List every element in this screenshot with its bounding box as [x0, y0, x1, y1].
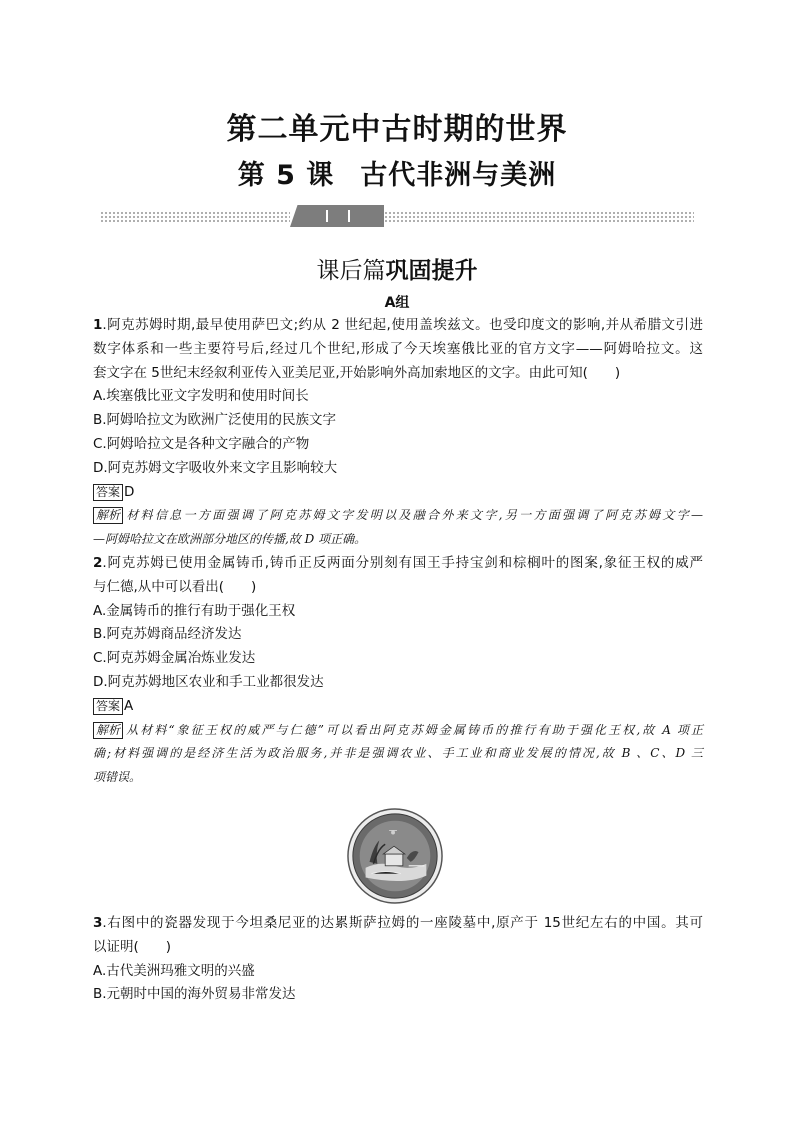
q1-stem-line-2: 数字体系和一些主要符号后,经过几个世纪,形成了今天埃塞俄比亚的官方文字——阿姆哈拉文。这 [93, 340, 703, 357]
q1-answer-value: D [124, 483, 135, 500]
q2-answer-value: A [124, 697, 134, 714]
q2-analysis-line-3: 项错误。 [93, 770, 142, 785]
q1-answer [93, 481, 703, 505]
q2-stem-text-1: .阿克苏姆已使用金属铸币,铸币正反两面分别刻有国王手持宝剑和棕榈叶的图案,象征王权的威严 [102, 554, 703, 571]
lesson-name: 古代非洲与美洲 [360, 160, 557, 191]
porcelain-plate-image [346, 807, 444, 905]
q3-stem-line-1 [93, 912, 703, 936]
q3-stem-line-2: 以证明( ) [93, 938, 172, 955]
tab-bar-2 [348, 210, 350, 222]
question-3-block [93, 912, 703, 1007]
q1-analysis-text-1: 材料信息一方面强调了阿克苏姆文字发明以及融合外来文字,另一方面强调了阿克苏姆文字— [124, 508, 703, 523]
lesson-number: 第 5 课 [237, 160, 335, 191]
q2-answer [93, 695, 703, 719]
q3-number: 3 [93, 915, 103, 931]
q3-option-a: A.古代美洲玛雅文明的兴盛 [93, 962, 255, 979]
answer-tag: 答案 [93, 698, 123, 715]
dotted-band-left [100, 211, 290, 223]
section-prefix: 课后篇 [316, 258, 386, 284]
unit-title: 第二单元中古时期的世界 [226, 112, 568, 147]
tab-bar-1 [326, 210, 328, 222]
decorative-divider [100, 205, 694, 227]
q2-analysis-text-1: 从材料“象征王权的威严与仁德”可以看出阿克苏姆金属铸币的推行有助于强化王权,故 A 项正 [124, 722, 703, 737]
dotted-band-right [384, 211, 694, 223]
q1-number: 1 [93, 317, 103, 333]
q2-option-b: B.阿克苏姆商品经济发达 [93, 626, 242, 643]
q1-stem-line-3: 套文字在 5世纪末经叙利亚传入亚美尼亚,开始影响外高加索地区的文字。由此可知( ) [93, 364, 621, 381]
q3-option-b: B.元朝时中国的海外贸易非常发达 [93, 986, 296, 1003]
q2-analysis-line-1 [93, 719, 703, 743]
analysis-tag: 解析 [93, 507, 123, 524]
q3-stem-text-1: .右图中的瓷器发现于今坦桑尼亚的达累斯萨拉姆的一座陵墓中,原产于 15世纪左右的中国。其可 [102, 915, 703, 931]
group-title: A组 [384, 295, 410, 311]
q1-stem-line-1 [93, 314, 703, 338]
q2-stem-line-1 [93, 552, 703, 576]
q2-number: 2 [93, 554, 103, 571]
section-title [0, 252, 794, 285]
q1-analysis-line-1 [93, 504, 703, 528]
q1-option-c: C.阿姆哈拉文是各种文字融合的产物 [93, 435, 310, 452]
q1-analysis-line-2: —阿姆哈拉文在欧洲部分地区的传播,故 D 项正确。 [93, 532, 367, 547]
analysis-tag: 解析 [93, 722, 123, 739]
q2-option-d: D.阿克苏姆地区农业和手工业都很发达 [93, 673, 324, 690]
divider-tab [290, 205, 384, 227]
q2-stem-line-2: 与仁德,从中可以看出( ) [93, 578, 257, 595]
q1-option-d: D.阿克苏姆文字吸收外来文字且影响较大 [93, 459, 338, 476]
q1-option-a: A.埃塞俄比亚文字发明和使用时间长 [93, 388, 309, 405]
q1-stem-text-1: .阿克苏姆时期,最早使用萨巴文;约从 2 世纪起,使用盖埃兹文。也受印度文的影响,并从希腊文引进 [102, 317, 703, 333]
lesson-title [0, 153, 794, 192]
q2-option-c: C.阿克苏姆金属冶炼业发达 [93, 650, 256, 667]
section-main: 巩固提升 [385, 258, 478, 284]
q1-option-b: B.阿姆哈拉文为欧洲广泛使用的民族文字 [93, 412, 337, 429]
answer-tag: 答案 [93, 484, 123, 501]
questions-block [93, 314, 703, 790]
q2-option-a: A.金属铸币的推行有助于强化王权 [93, 602, 296, 619]
q2-analysis-line-2: 确;材料强调的是经济生活为政治服务,并非是强调农业、手工业和商业发展的情况,故 B 、C、D 三 [93, 746, 703, 761]
